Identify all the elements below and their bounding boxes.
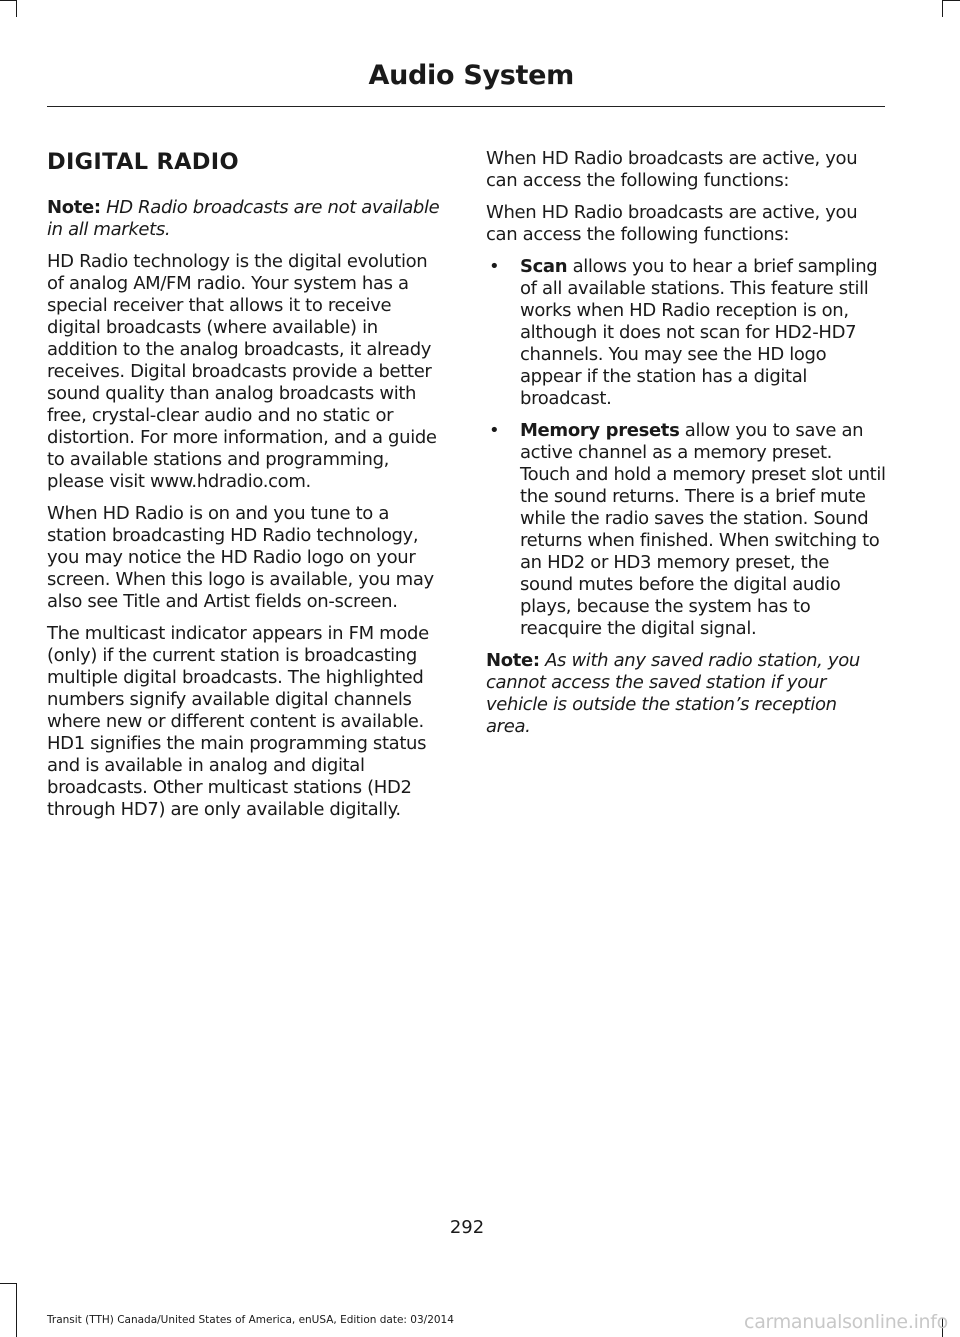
list-item — [486, 256, 886, 410]
page-header-title: Audio System — [368, 60, 574, 91]
list-item — [486, 420, 886, 640]
crop-mark — [942, 0, 943, 17]
crop-mark — [0, 0, 16, 1]
body-paragraph: When HD Radio is on and you tune to a station broadcasting HD Radio technology, you may notice the HD Radio logo on your screen. When this logo is available, you may also see Title and Artist fields on-screen. — [47, 503, 434, 612]
body-paragraph: The multicast indicator appears in FM mode (only) if the current station is broadcasting multiple digital broadcasts. The highlighted numbers signify available digital channels where new or different content is available. HD1 signifies the main programming status and is available in analog and digital broadcasts. Other multicast stations (HD2 through HD7) are only available digitally. — [47, 623, 429, 820]
crop-mark — [16, 0, 17, 17]
section-heading: DIGITAL RADIO — [47, 149, 239, 175]
body-paragraph: HD Radio technology is the digital evolution of analog AM/FM radio. Your system has a special receiver that allows it to receive digital broadcasts (where available) in addition to the analog broadcasts, it already receives. Digital broadcasts provide a better sound quality than analog broadcasts with free, crystal-clear audio and no static or distortion. For more information, and a guide to available stations and programming, please visit www.hdradio.com. — [47, 251, 437, 492]
body-paragraph: When HD Radio broadcasts are active, you can access the following functions: — [486, 202, 858, 245]
note-label: Note: — [47, 197, 101, 218]
note-paragraph — [486, 650, 886, 738]
footer-edition: Transit (TTH) Canada/United States of America, enUSA, Edition date: 03/2014 — [47, 1314, 454, 1326]
note-label: Note: — [486, 650, 540, 671]
note-paragraph — [47, 197, 447, 241]
list-item-text: allow you to save an active channel as a memory preset. Touch and hold a memory preset slot until the sound returns. There is a brief mute while the radio saves the station. Sound returns when finished. When switching to an HD2 or HD3 memory preset, the sound mutes before the digital audio plays, because the system has to reacquire the digital signal. — [520, 420, 886, 639]
crop-mark — [0, 1283, 16, 1284]
list-item-term: Scan — [520, 256, 568, 277]
note-text: As with any saved radio station, you cannot access the saved station if your vehicle is outside the station’s reception area. — [486, 650, 860, 737]
list-item-text: allows you to hear a brief sampling of all available stations. This feature still works when HD Radio reception is on, although it does not scan for HD2-HD7 channels. You may see the HD logo appear if the station has a digital broadcast. — [520, 256, 878, 409]
note-text: HD Radio broadcasts are not available in all markets. — [47, 197, 440, 240]
crop-mark — [943, 0, 960, 1]
body-paragraph: When HD Radio broadcasts are active, you can access the following functions: — [486, 148, 858, 191]
header-divider — [47, 106, 885, 107]
bullet-icon: • — [489, 420, 500, 441]
list-item-term: Memory presets — [520, 420, 680, 441]
watermark: carmanualsonline.info — [744, 1311, 948, 1333]
left-column — [47, 148, 447, 831]
right-column — [486, 148, 886, 748]
crop-mark — [16, 1283, 17, 1337]
function-list — [486, 256, 886, 640]
bullet-icon: • — [489, 256, 500, 277]
page-number: 292 — [449, 1217, 485, 1238]
